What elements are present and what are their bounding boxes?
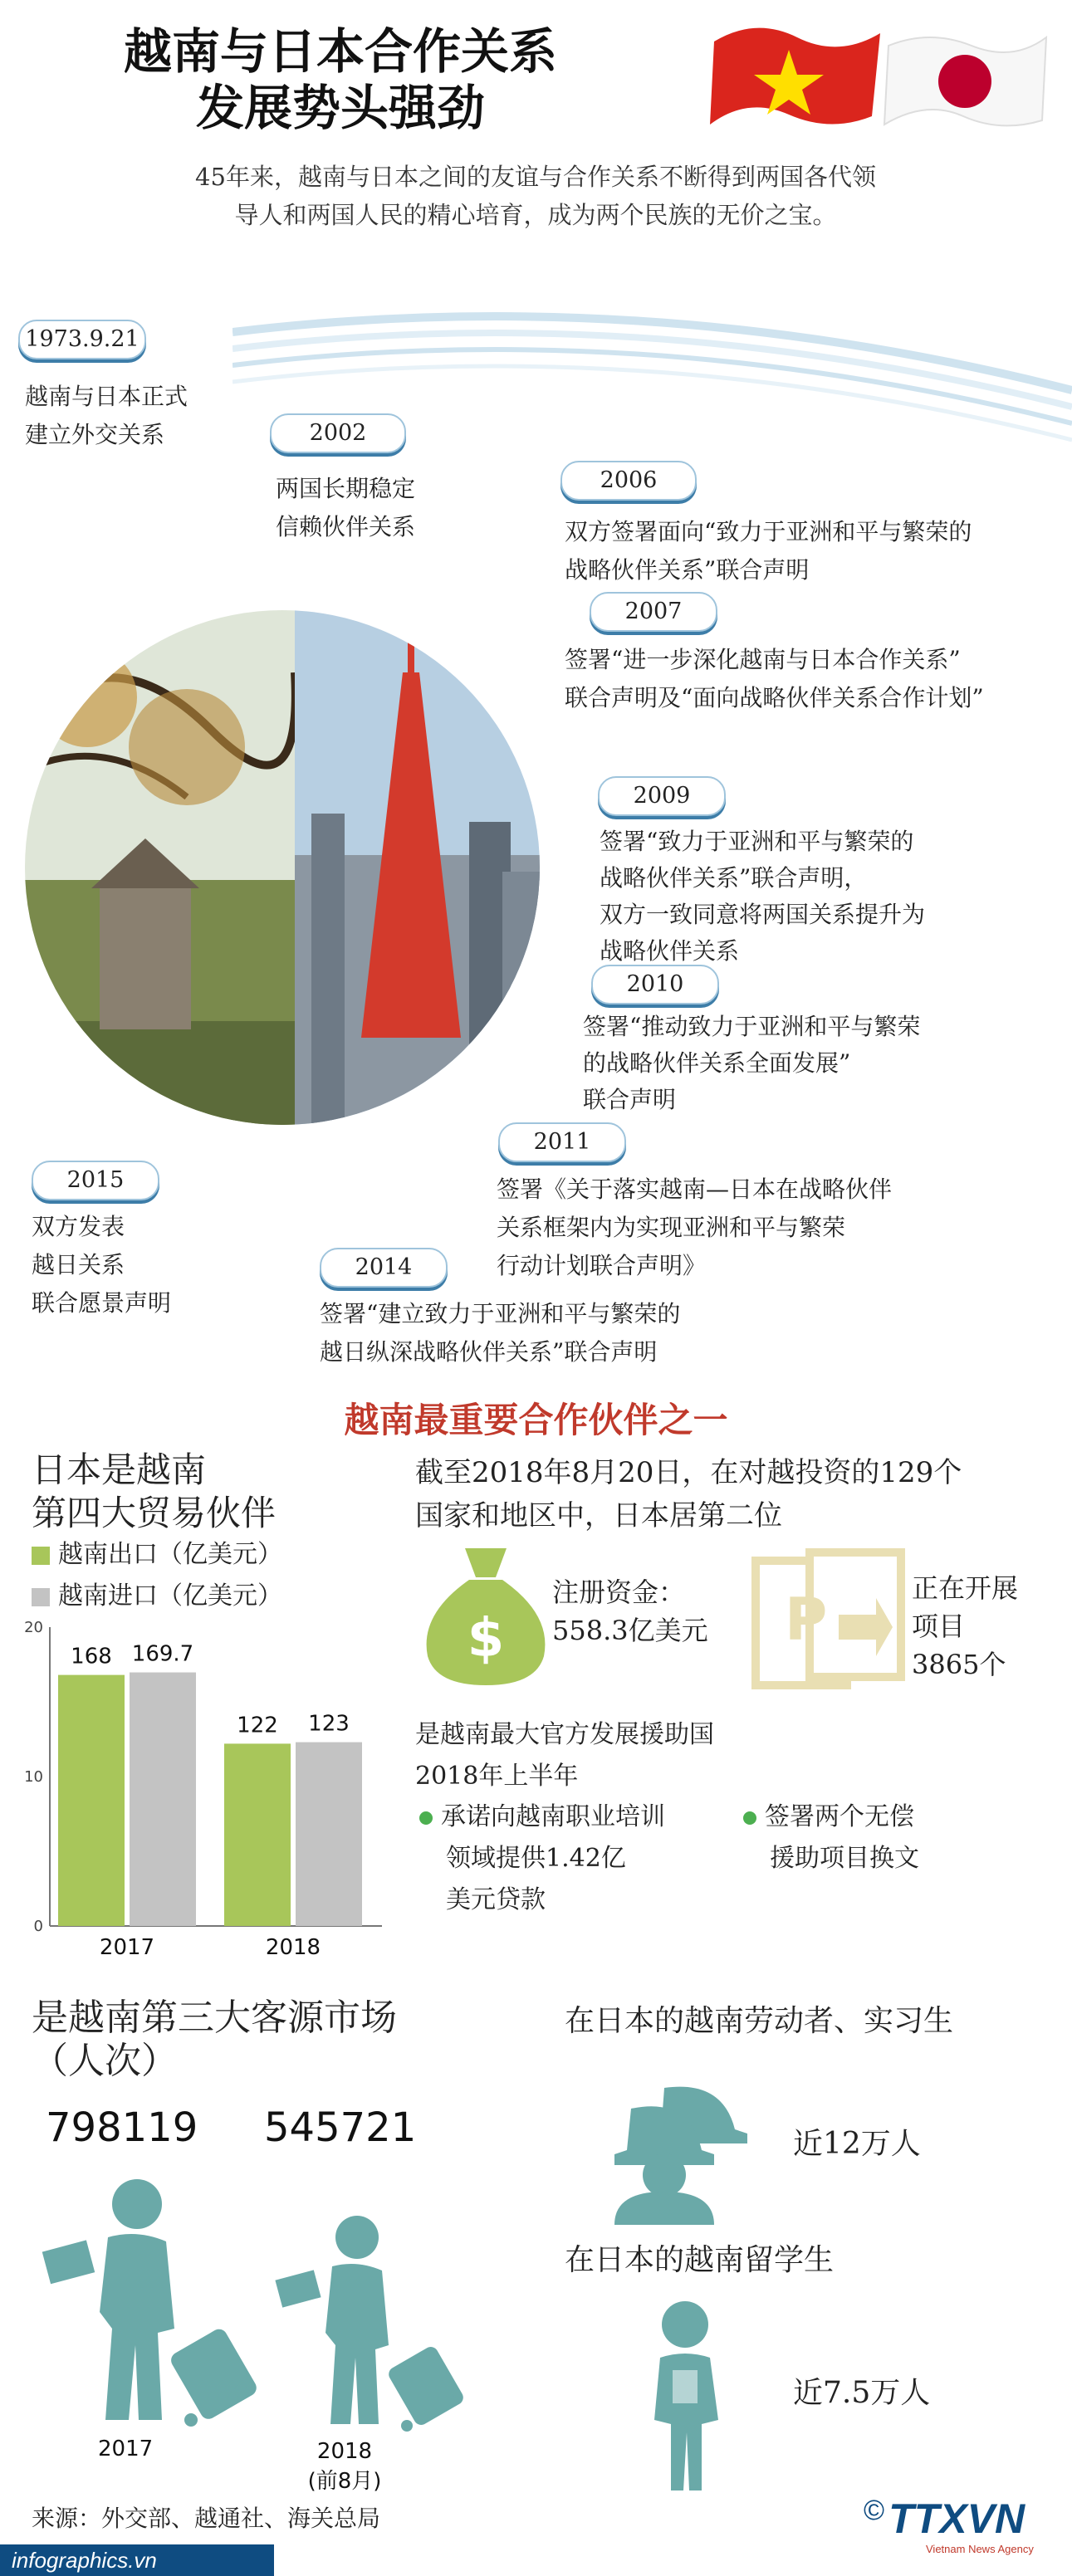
x-tick-label: 2018 (265, 1935, 321, 1959)
intro-line-1: 45年来，越南与日本之间的友谊与合作关系不断得到两国各代领 (195, 163, 876, 191)
tourism-year-2018-note: (前8月) (307, 2469, 382, 2494)
tourism-title-line: （人次） (32, 2040, 178, 2082)
investment-line: 截至2018年8月20日，在对越投资的129个 (415, 1456, 962, 1489)
y-tick-label: 0 (33, 1918, 43, 1935)
bar (296, 1743, 362, 1926)
event-2009-line: 双方一致同意将两国关系提升为 (600, 901, 926, 928)
trade-title-line: 日本是越南 (32, 1449, 207, 1490)
event-2014 (320, 1295, 680, 1371)
event-2006 (565, 513, 972, 589)
svg-text:P: P (785, 1586, 828, 1654)
student-icon (639, 2295, 731, 2495)
capital-label: 注册资金： (552, 1576, 686, 1608)
svg-text:$: $ (467, 1608, 505, 1669)
oda-block (415, 1714, 714, 1797)
workers-value: 近12万人 (793, 2127, 921, 2161)
source-text: 来源：外交部、越通社、海关总局 (32, 2505, 381, 2532)
tourism-year-2018 (303, 2437, 386, 2496)
event-2010-line: 签署“推动致力于亚洲和平与繁荣 (583, 1013, 921, 1040)
tourists-2018-value: 545721 (264, 2104, 417, 2151)
tourism-year-2018-label: 2018 (316, 2439, 373, 2464)
event-2011-line: 签署《关于落实越南—日本在战略伙伴 (497, 1176, 893, 1203)
trade-bar-chart (17, 1611, 399, 1959)
capital-block (552, 1573, 708, 1650)
year-pill-2010: 2010 (591, 965, 719, 1004)
tourists-2017-value: 798119 (46, 2104, 198, 2151)
event-2009-line: 战略伙伴关系”联合声明， (600, 864, 868, 892)
logo-subtext: Vietnam News Agency (926, 2543, 1034, 2555)
year-pill-2006: 2006 (560, 461, 697, 501)
project-icon (751, 1548, 909, 1698)
intro-line-2: 导人和两国人民的精心培育，成为两个民族的无价之宝。 (234, 201, 837, 229)
worker-helmet-icon (598, 2067, 756, 2225)
logo-text: TTXVN (888, 2495, 1025, 2542)
students-value: 近7.5万人 (793, 2376, 931, 2410)
oda-item-1-line: 美元贷款 (446, 1885, 546, 1914)
tourism-title (32, 1997, 397, 2083)
projects-value: 3865个 (912, 1649, 1006, 1680)
event-2015-line: 越日关系 (32, 1251, 125, 1278)
bullet-icon (419, 1811, 433, 1825)
trade-title (32, 1449, 276, 1535)
event-2014-line: 越日纵深战略伙伴关系”联合声明 (320, 1338, 658, 1366)
tourism-year-2017: 2017 (98, 2437, 154, 2461)
tourism-title-line: 是越南第三大客源市场 (32, 1997, 397, 2039)
investment-line: 国家和地区中，日本居第二位 (415, 1499, 782, 1532)
event-1973-line: 越南与日本正式 (25, 383, 188, 410)
x-tick-label: 2017 (99, 1935, 155, 1959)
site-label: infographics.vn (12, 2548, 157, 2573)
event-2009-line: 战略伙伴关系 (600, 937, 740, 965)
trade-title-line: 第四大贸易伙伴 (32, 1493, 277, 1533)
title-line-1: 越南与日本合作关系 (123, 23, 557, 80)
oda-item-1-line: 领域提供1.42亿 (446, 1844, 626, 1873)
oda-item-2-line: 援助项目换文 (770, 1844, 919, 1873)
event-2007 (565, 641, 984, 717)
event-2010-line: 联合声明 (583, 1086, 677, 1113)
event-2010-line: 的战略伙伴关系全面发展” (583, 1049, 851, 1077)
event-2002-line: 两国长期稳定 (276, 475, 416, 502)
event-2007-line: 签署“进一步深化越南与日本合作关系” (565, 646, 961, 673)
event-2011-line: 行动计划联合声明》 (497, 1252, 707, 1279)
capital-value: 558.3亿美元 (552, 1615, 708, 1646)
investment-text (415, 1451, 962, 1537)
oda-period: 2018年上半年 (415, 1762, 579, 1791)
bar-value-label: 168 (71, 1644, 112, 1669)
money-bag-icon (419, 1540, 552, 1689)
event-1973 (25, 378, 188, 454)
year-pill-1973: 1973.9.21 (18, 320, 146, 359)
chart-legend (32, 1534, 282, 1617)
ttxvn-logo (864, 2495, 1034, 2555)
year-pill-2015: 2015 (32, 1161, 159, 1200)
event-2011-line: 关系框架内为实现亚洲和平与繁荣 (497, 1214, 846, 1241)
legend-export (32, 1534, 282, 1576)
oda-item-2 (743, 1796, 919, 1879)
page-title (33, 23, 648, 136)
projects-line: 正在开展 (912, 1572, 1019, 1604)
event-2014-line: 签署“建立致力于亚洲和平与繁荣的 (320, 1300, 681, 1327)
event-2010 (583, 1009, 920, 1118)
event-2002 (276, 470, 415, 546)
year-pill-2007: 2007 (590, 592, 717, 632)
y-tick-label: 10 (24, 1768, 43, 1786)
projects-line: 项目 (912, 1611, 966, 1642)
bar-value-label: 169.7 (131, 1641, 194, 1667)
traveler-icon-2017 (37, 2171, 262, 2437)
bullet-icon (743, 1811, 756, 1825)
traveler-icon-2018 (274, 2208, 473, 2441)
title-line-2: 发展势头强劲 (195, 80, 485, 136)
legend-export-label: 越南出口（亿美元） (58, 1540, 282, 1569)
projects-block (912, 1569, 1018, 1684)
partner-section-title: 越南最重要合作伙伴之一 (344, 1400, 728, 1440)
legend-import-label: 越南进口（亿美元） (58, 1581, 282, 1611)
event-2009-line: 签署“致力于亚洲和平与繁荣的 (600, 828, 914, 855)
intro-text (50, 158, 1021, 234)
y-tick-label: 20 (24, 1619, 43, 1636)
year-pill-2014: 2014 (320, 1248, 448, 1288)
event-2006-line: 战略伙伴关系”联合声明 (565, 556, 810, 584)
bar-value-label: 123 (308, 1711, 350, 1737)
hanoi-tokyo-photo (21, 606, 544, 1129)
event-2007-line: 联合声明及“面向战略伙伴关系合作计划” (565, 684, 984, 711)
event-2015 (32, 1208, 171, 1322)
event-2015-line: 联合愿景声明 (32, 1289, 172, 1317)
event-2002-line: 信赖伙伴关系 (276, 513, 416, 540)
bar (130, 1673, 196, 1926)
students-title: 在日本的越南留学生 (565, 2243, 835, 2277)
event-2006-line: 双方签署面向“致力于亚洲和平与繁荣的 (565, 518, 972, 545)
workers-title: 在日本的越南劳动者、实习生 (565, 2004, 954, 2038)
oda-item-1-line: 承诺向越南职业培训 (441, 1802, 665, 1831)
event-2011 (497, 1171, 892, 1285)
bar (224, 1743, 291, 1926)
oda-item-2-line: 签署两个无偿 (765, 1802, 914, 1831)
event-2015-line: 双方发表 (32, 1213, 125, 1240)
event-1973-line: 建立外交关系 (25, 421, 165, 448)
year-pill-2009: 2009 (598, 776, 726, 816)
vietnam-flag (706, 17, 888, 141)
year-pill-2002: 2002 (270, 413, 406, 453)
japan-flag (880, 25, 1055, 141)
oda-item-1 (419, 1796, 665, 1921)
bar (58, 1675, 125, 1926)
event-2009 (600, 824, 925, 970)
bar-value-label: 122 (237, 1713, 278, 1738)
year-pill-2011: 2011 (498, 1122, 626, 1162)
copyright-symbol: © (864, 2495, 885, 2526)
oda-title: 是越南最大官方发展援助国 (415, 1720, 714, 1749)
